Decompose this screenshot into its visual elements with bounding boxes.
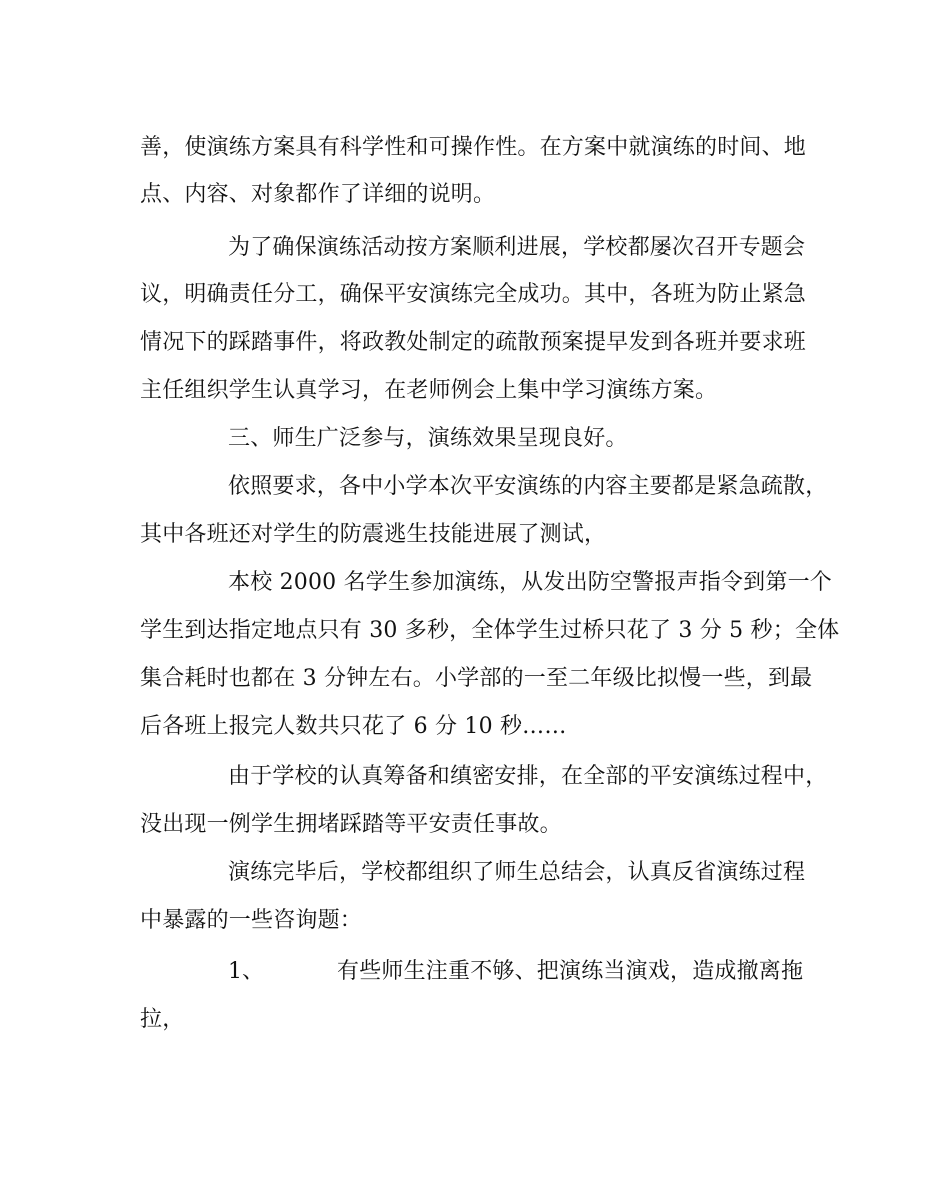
list-item-text: 有些师生注重不够、把演练当演戏，造成撤离拖 bbox=[337, 959, 804, 984]
paragraph-line: 集合耗时也都在 3 分钟左右。小学部的一至二年级比拟慢一些，到最 bbox=[140, 666, 813, 691]
list-item-number: 1、 bbox=[228, 959, 264, 984]
paragraph-line: 其中各班还对学生的防震逃生技能进展了测试， bbox=[140, 522, 607, 547]
paragraph-line: 由于学校的认真筹备和缜密安排，在全部的平安演练过程中， bbox=[228, 764, 828, 789]
paragraph-line: 本校 2000 名学生参加演练，从发出防空警报声指令到第一个 bbox=[228, 570, 832, 595]
paragraph-line: 议，明确责任分工，确保平安演练完全成功。其中，各班为防止紧急 bbox=[140, 282, 807, 307]
paragraph-line: 情况下的踩踏事件，将政教处制定的疏散预案提早发到各班并要求班 bbox=[140, 330, 807, 355]
paragraph-line: 中暴露的一些咨询题： bbox=[140, 908, 363, 933]
paragraph-line: 主任组织学生认真学习，在老师例会上集中学习演练方案。 bbox=[140, 378, 718, 403]
paragraph-line: 为了确保演练活动按方案顺利进展，学校都屡次召开专题会 bbox=[228, 235, 806, 260]
paragraph-line: 依照要求，各中小学本次平安演练的内容主要都是紧急疏散， bbox=[228, 474, 828, 499]
paragraph-line: 后各班上报完人数共只花了 6 分 10 秒…… bbox=[140, 714, 567, 739]
paragraph-line: 拉， bbox=[140, 1007, 185, 1032]
paragraph-line: 善，使演练方案具有科学性和可操作性。在方案中就演练的时间、地 bbox=[140, 135, 807, 160]
paragraph-line: 没出现一例学生拥堵踩踏等平安责任事故。 bbox=[140, 812, 562, 837]
paragraph-line: 点、内容、对象都作了详细的说明。 bbox=[140, 182, 496, 207]
paragraph-line: 学生到达指定地点只有 30 多秒，全体学生过桥只花了 3 分 5 秒；全体 bbox=[140, 618, 840, 643]
paragraph-line: 演练完毕后，学校都组织了师生总结会，认真反省演练过程 bbox=[228, 860, 806, 885]
section-heading: 三、师生广泛参与，演练效果呈现良好。 bbox=[228, 426, 628, 451]
